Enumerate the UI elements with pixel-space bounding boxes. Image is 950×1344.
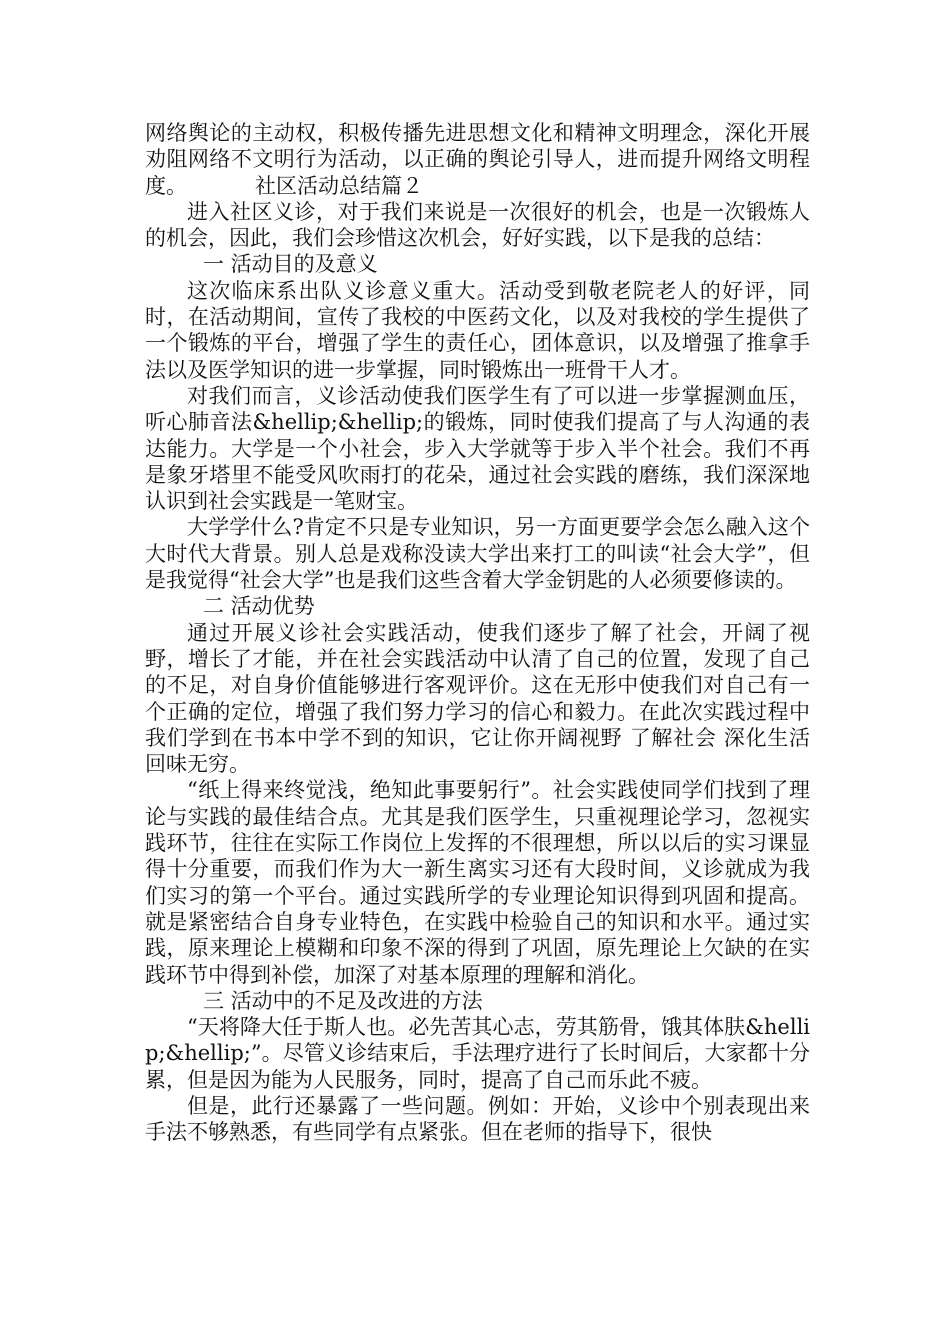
section-heading-1: 一 活动目的及意义 [203, 252, 378, 277]
paragraph: “天将降大任于斯人也。必先苦其心志，劳其筋骨，饿其体肤&hellip;&hellip;”。尽管义诊结束后，手法理疗进行了长时间后，大家都十分累，但是因为能为人民服务，同时，提高了自己而乐此不疲。 [145, 1015, 810, 1092]
section-title: 社区活动总结篇２ [255, 173, 423, 198]
paragraph-intro [145, 120, 810, 199]
section-heading-3: 三 活动中的不足及改进的方法 [203, 988, 483, 1013]
paragraph: 通过开展义诊社会实践活动，使我们逐步了解了社会，开阔了视野，增长了才能，并在社会实践活动中认清了自己的位置，发现了自己的不足，对自身价值能够进行客观评价。这在无形中使我们对自己有一个正确的定位，增强了我们努力学习的信心和毅力。在此次实践过程中我们学到在书本中学不到的知识，它让你开阔视野 了解社会 深化生活 回味无穷。 [145, 620, 810, 777]
document-page [145, 120, 810, 1146]
paragraph: 对我们而言，义诊活动使我们医学生有了可以进一步掌握测血压，听心肺音法&hellip;&hellip;的锻炼，同时使我们提高了与人沟通的表达能力。大学是一个小社会，步入大学就等于步入半个社会。我们不再是象牙塔里不能受风吹雨打的花朵，通过社会实践的磨练，我们深深地认识到社会实践是一笔财宝。 [145, 383, 810, 514]
paragraph: “纸上得来终觉浅，绝知此事要躬行”。社会实践使同学们找到了理论与实践的最佳结合点。尤其是我们医学生，只重视理论学习，忽视实践环节，往往在实际工作岗位上发挥的不很理想，所以以后的实习课显得十分重要，而我们作为大一新生离实习还有大段时间，义诊就成为我们实习的第一个平台。通过实践所学的专业理论知识得到巩固和提高。就是紧密结合自身专业特色，在实践中检验自己的知识和水平。通过实践，原来理论上模糊和印象不深的得到了巩固，原先理论上欠缺的在实践环节中得到补偿，加深了对基本原理的理解和消化。 [145, 778, 810, 987]
paragraph-intro-text: 网络舆论的主动权，积极传播先进思想文化和精神文明理念，深化开展劝阻网络不文明行为活动，以正确的舆论引导人，进而提升网络文明程度。 [145, 121, 810, 198]
paragraph: 进入社区义诊，对于我们来说是一次很好的机会，也是一次锻炼人的机会，因此，我们会珍惜这次机会，好好实践，以下是我的总结： [145, 199, 810, 251]
section-heading-2: 二 活动优势 [203, 594, 315, 619]
paragraph: 但是，此行还暴露了一些问题。例如：开始，义诊中个别表现出来手法不够熟悉，有些同学有点紧张。但在老师的指导下，很快 [145, 1093, 810, 1145]
paragraph: 这次临床系出队义诊意义重大。活动受到敬老院老人的好评，同时，在活动期间，宣传了我校的中医药文化，以及对我校的学生提供了一个锻炼的平台，增强了学生的责任心，团体意识，以及增强了推拿手法以及医学知识的进一步掌握，同时锻炼出一班骨干人才。 [145, 278, 810, 382]
paragraph: 大学学什么?肯定不只是专业知识，另一方面更要学会怎么融入这个大时代大背景。别人总是戏称没读大学出来打工的叫读“社会大学”，但是我觉得“社会大学”也是我们这些含着大学金钥匙的人必须要修读的。 [145, 515, 810, 593]
